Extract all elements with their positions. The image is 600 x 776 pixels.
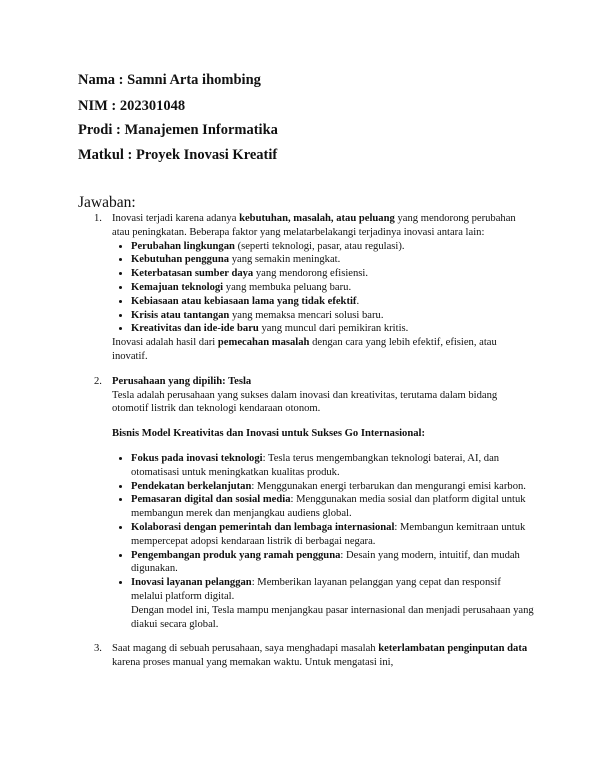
answer-3-text: Saat magang di sebuah perusahaan, saya menghadapi masalah keterlambatan penginputan data karena proses manual yang memakan waktu. Untuk mengatasi ini, xyxy=(112,643,528,669)
study-program: Prodi : Manajemen Informatika xyxy=(78,122,278,138)
answer-3 xyxy=(94,642,534,670)
answer-1 xyxy=(94,212,534,364)
company-description: Tesla adalah perusahaan yang sukses dalam inovasi dan kreativitas, terutama dalam bidang otomotif listrik dan teknologi kendaraan otonom. xyxy=(112,389,498,415)
student-nim: NIM : 202301048 xyxy=(78,98,186,114)
answer-number: 3. xyxy=(94,643,102,655)
list-item: • Pemasaran digital dan sosial media: Menggunakan media sosial dan platform digital untuk membangun merek dan menjangkau audiens global. xyxy=(131,493,534,521)
answer-body xyxy=(94,212,534,670)
answer-title: Jawaban: xyxy=(78,194,136,211)
list-item: • Kreativitas dan ide-ide baru yang muncul dari pemikiran kritis. xyxy=(131,322,534,336)
business-model-subtitle: Bisnis Model Kreativitas dan Inovasi untuk Sukses Go Internasional: xyxy=(112,428,425,440)
list-item: • Kolaborasi dengan pemerintah dan lembaga internasional: Membangun kemitraan untuk mempercepat adopsi kendaraan listrik di berbagai negara. xyxy=(131,521,534,549)
list-item: • Krisis atau tantangan yang memaksa mencari solusi baru. xyxy=(131,309,534,323)
list-item: • Pendekatan berkelanjutan: Menggunakan energi terbarukan dan mengurangi emisi karbon. xyxy=(131,480,534,494)
business-model-list xyxy=(112,452,534,631)
list-item: • Kebutuhan pengguna yang semakin meningkat. xyxy=(131,253,534,267)
course-name: Matkul : Proyek Inovasi Kreatif xyxy=(78,147,278,163)
list-item: • Fokus pada inovasi teknologi: Tesla terus mengembangkan teknologi baterai, AI, dan otomatisasi untuk meningkatkan kualitas produk. xyxy=(131,452,534,480)
company-title: Perusahaan yang dipilih: Tesla xyxy=(112,375,252,387)
factor-list xyxy=(112,240,534,337)
list-item: • Kebiasaan atau kebiasaan lama yang tidak efektif. xyxy=(131,295,534,309)
list-item: • Keterbatasan sumber daya yang mendorong efisiensi. xyxy=(131,267,534,281)
student-name: Nama : Samni Arta ihombing xyxy=(78,72,261,88)
list-item: • Inovasi layanan pelanggan: Memberikan layanan pelanggan yang cepat dan responsif melalui platform digital. Dengan model ini, Tesla mampu menjangkau pasar internasional dan menjadi perusahaan yang diakui secara global. xyxy=(131,576,534,631)
answer-number: 2. xyxy=(94,375,102,387)
answer-2-closing: Dengan model ini, Tesla mampu menjangkau pasar internasional dan menjadi perusahaan yang diakui secara global. xyxy=(131,604,534,630)
list-item: • Perubahan lingkungan (seperti teknologi, pasar, atau regulasi). xyxy=(131,240,534,254)
list-item: • Pengembangan produk yang ramah pengguna: Desain yang modern, intuitif, dan mudah digunakan. xyxy=(131,549,534,577)
answer-2 xyxy=(94,375,534,632)
answer-1-closing: Inovasi adalah hasil dari pemecahan masalah dengan cara yang lebih efektif, efisien, atau inovatif. xyxy=(112,337,497,362)
list-item: • Kemajuan teknologi yang membuka peluang baru. xyxy=(131,281,534,295)
answer-number: 1. xyxy=(94,213,102,224)
answer-1-intro: Inovasi terjadi karena adanya kebutuhan, masalah, atau peluang yang mendorong perubahan atau peningkatan. Beberapa faktor yang melatarbelakangi terjadinya inovasi antara lain: xyxy=(112,213,516,238)
